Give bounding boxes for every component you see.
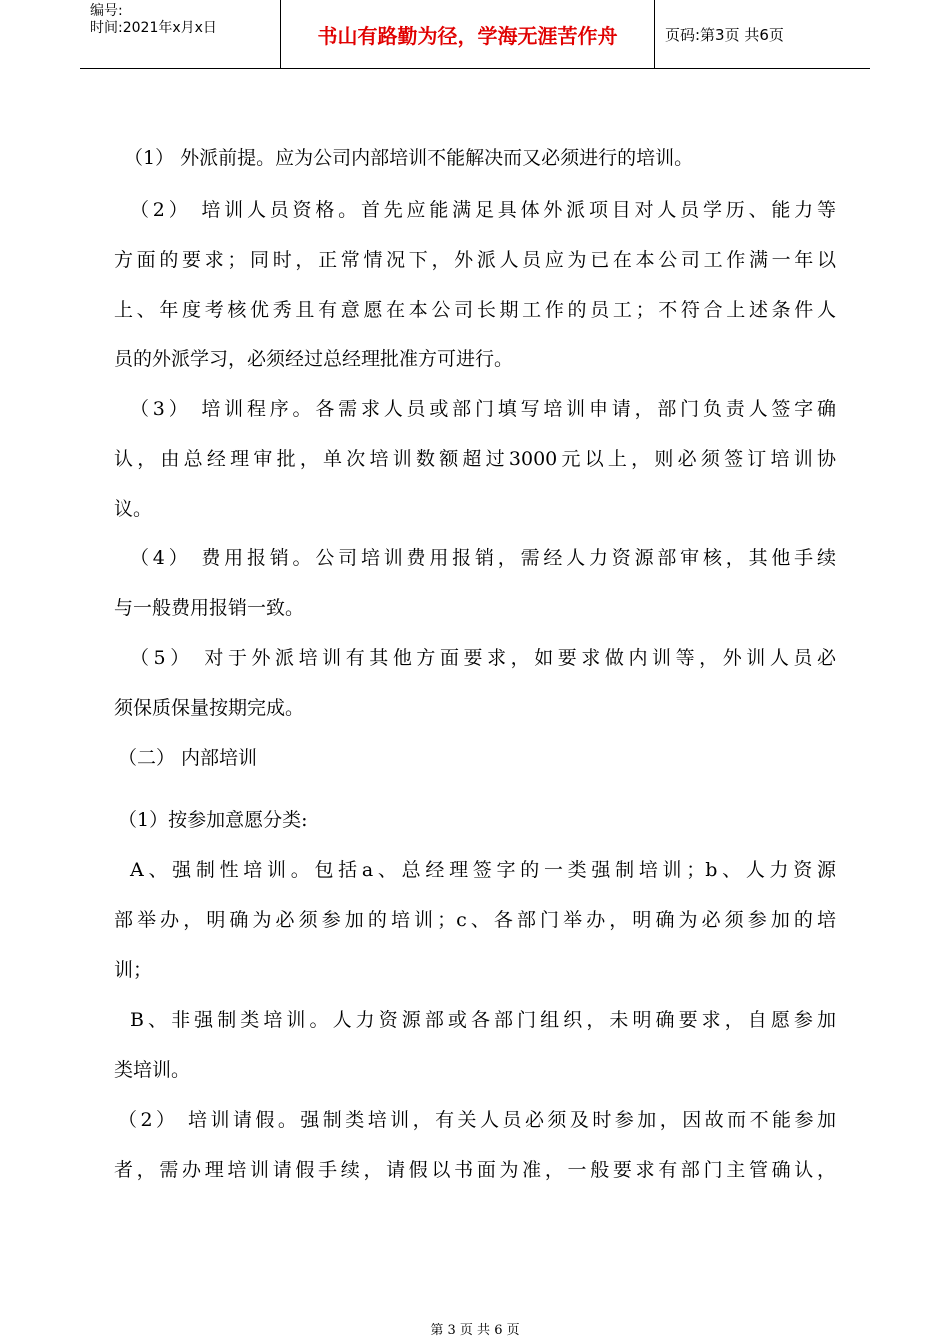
body-line-21: 者，需办理培训请假手续，请假以书面为准，一般要求有部门主管确认， bbox=[114, 1159, 836, 1181]
section-heading-internal-training: （二） 内部培训 bbox=[118, 747, 258, 769]
body-line-6: （3） 培训程序。各需求人员或部门填写培训申请，部门负责人签字确 bbox=[130, 398, 836, 420]
body-line-11: （5） 对于外派培训有其他方面要求，如要求做内训等，外训人员必 bbox=[130, 647, 836, 669]
body-line-8: 议。 bbox=[114, 498, 153, 520]
body-line-16: 部举办，明确为必须参加的培训；c、各部门举办，明确为必须参加的培 bbox=[114, 909, 836, 931]
body-line-20: （2） 培训请假。强制类培训，有关人员必须及时参加，因故而不能参加 bbox=[118, 1109, 836, 1131]
page-footer: 第 3 页 共 6 页 bbox=[430, 1323, 520, 1338]
body-line-5: 员的外派学习，必须经过总经理批准方可进行。 bbox=[114, 348, 514, 370]
body-line-4: 上、年度考核优秀且有意愿在本公司长期工作的员工；不符合上述条件人 bbox=[114, 299, 836, 321]
page-header bbox=[80, 0, 870, 69]
body-line-3: 方面的要求；同时，正常情况下，外派人员应为已在本公司工作满一年以 bbox=[114, 249, 836, 271]
header-meta bbox=[80, 0, 281, 68]
body-line-14: （1）按参加意愿分类: bbox=[118, 809, 308, 831]
body-line-12: 须保质保量按期完成。 bbox=[114, 697, 305, 719]
body-line-10: 与一般费用报销一致。 bbox=[114, 597, 305, 619]
body-line-17: 训； bbox=[114, 959, 153, 981]
body-line-18: B、非强制类培训。人力资源部或各部门组织，未明确要求，自愿参加 bbox=[130, 1009, 836, 1031]
header-page-info: 页码:第3页 共6页 bbox=[665, 25, 784, 44]
body-line-9: （4） 费用报销。公司培训费用报销，需经人力资源部审核，其他手续 bbox=[130, 547, 836, 569]
document-number-label: 编号: bbox=[90, 3, 123, 19]
body-line-1: （1） 外派前提。应为公司内部培训不能解决而又必须进行的培训。 bbox=[124, 147, 694, 169]
body-line-15: A、强制性培训。包括a、总经理签字的一类强制培训；b、人力资源 bbox=[130, 859, 836, 881]
document-date-label: 时间:2021年x月x日 bbox=[90, 20, 217, 36]
body-line-19: 类培训。 bbox=[114, 1059, 191, 1081]
body-line-7: 认，由总经理审批，单次培训数额超过3000元以上，则必须签订培训协 bbox=[114, 448, 836, 470]
body-line-2: （2） 培训人员资格。首先应能满足具体外派项目对人员学历、能力等 bbox=[130, 199, 836, 221]
header-motto: 书山有路勤为径，学海无涯苦作舟 bbox=[281, 0, 655, 68]
